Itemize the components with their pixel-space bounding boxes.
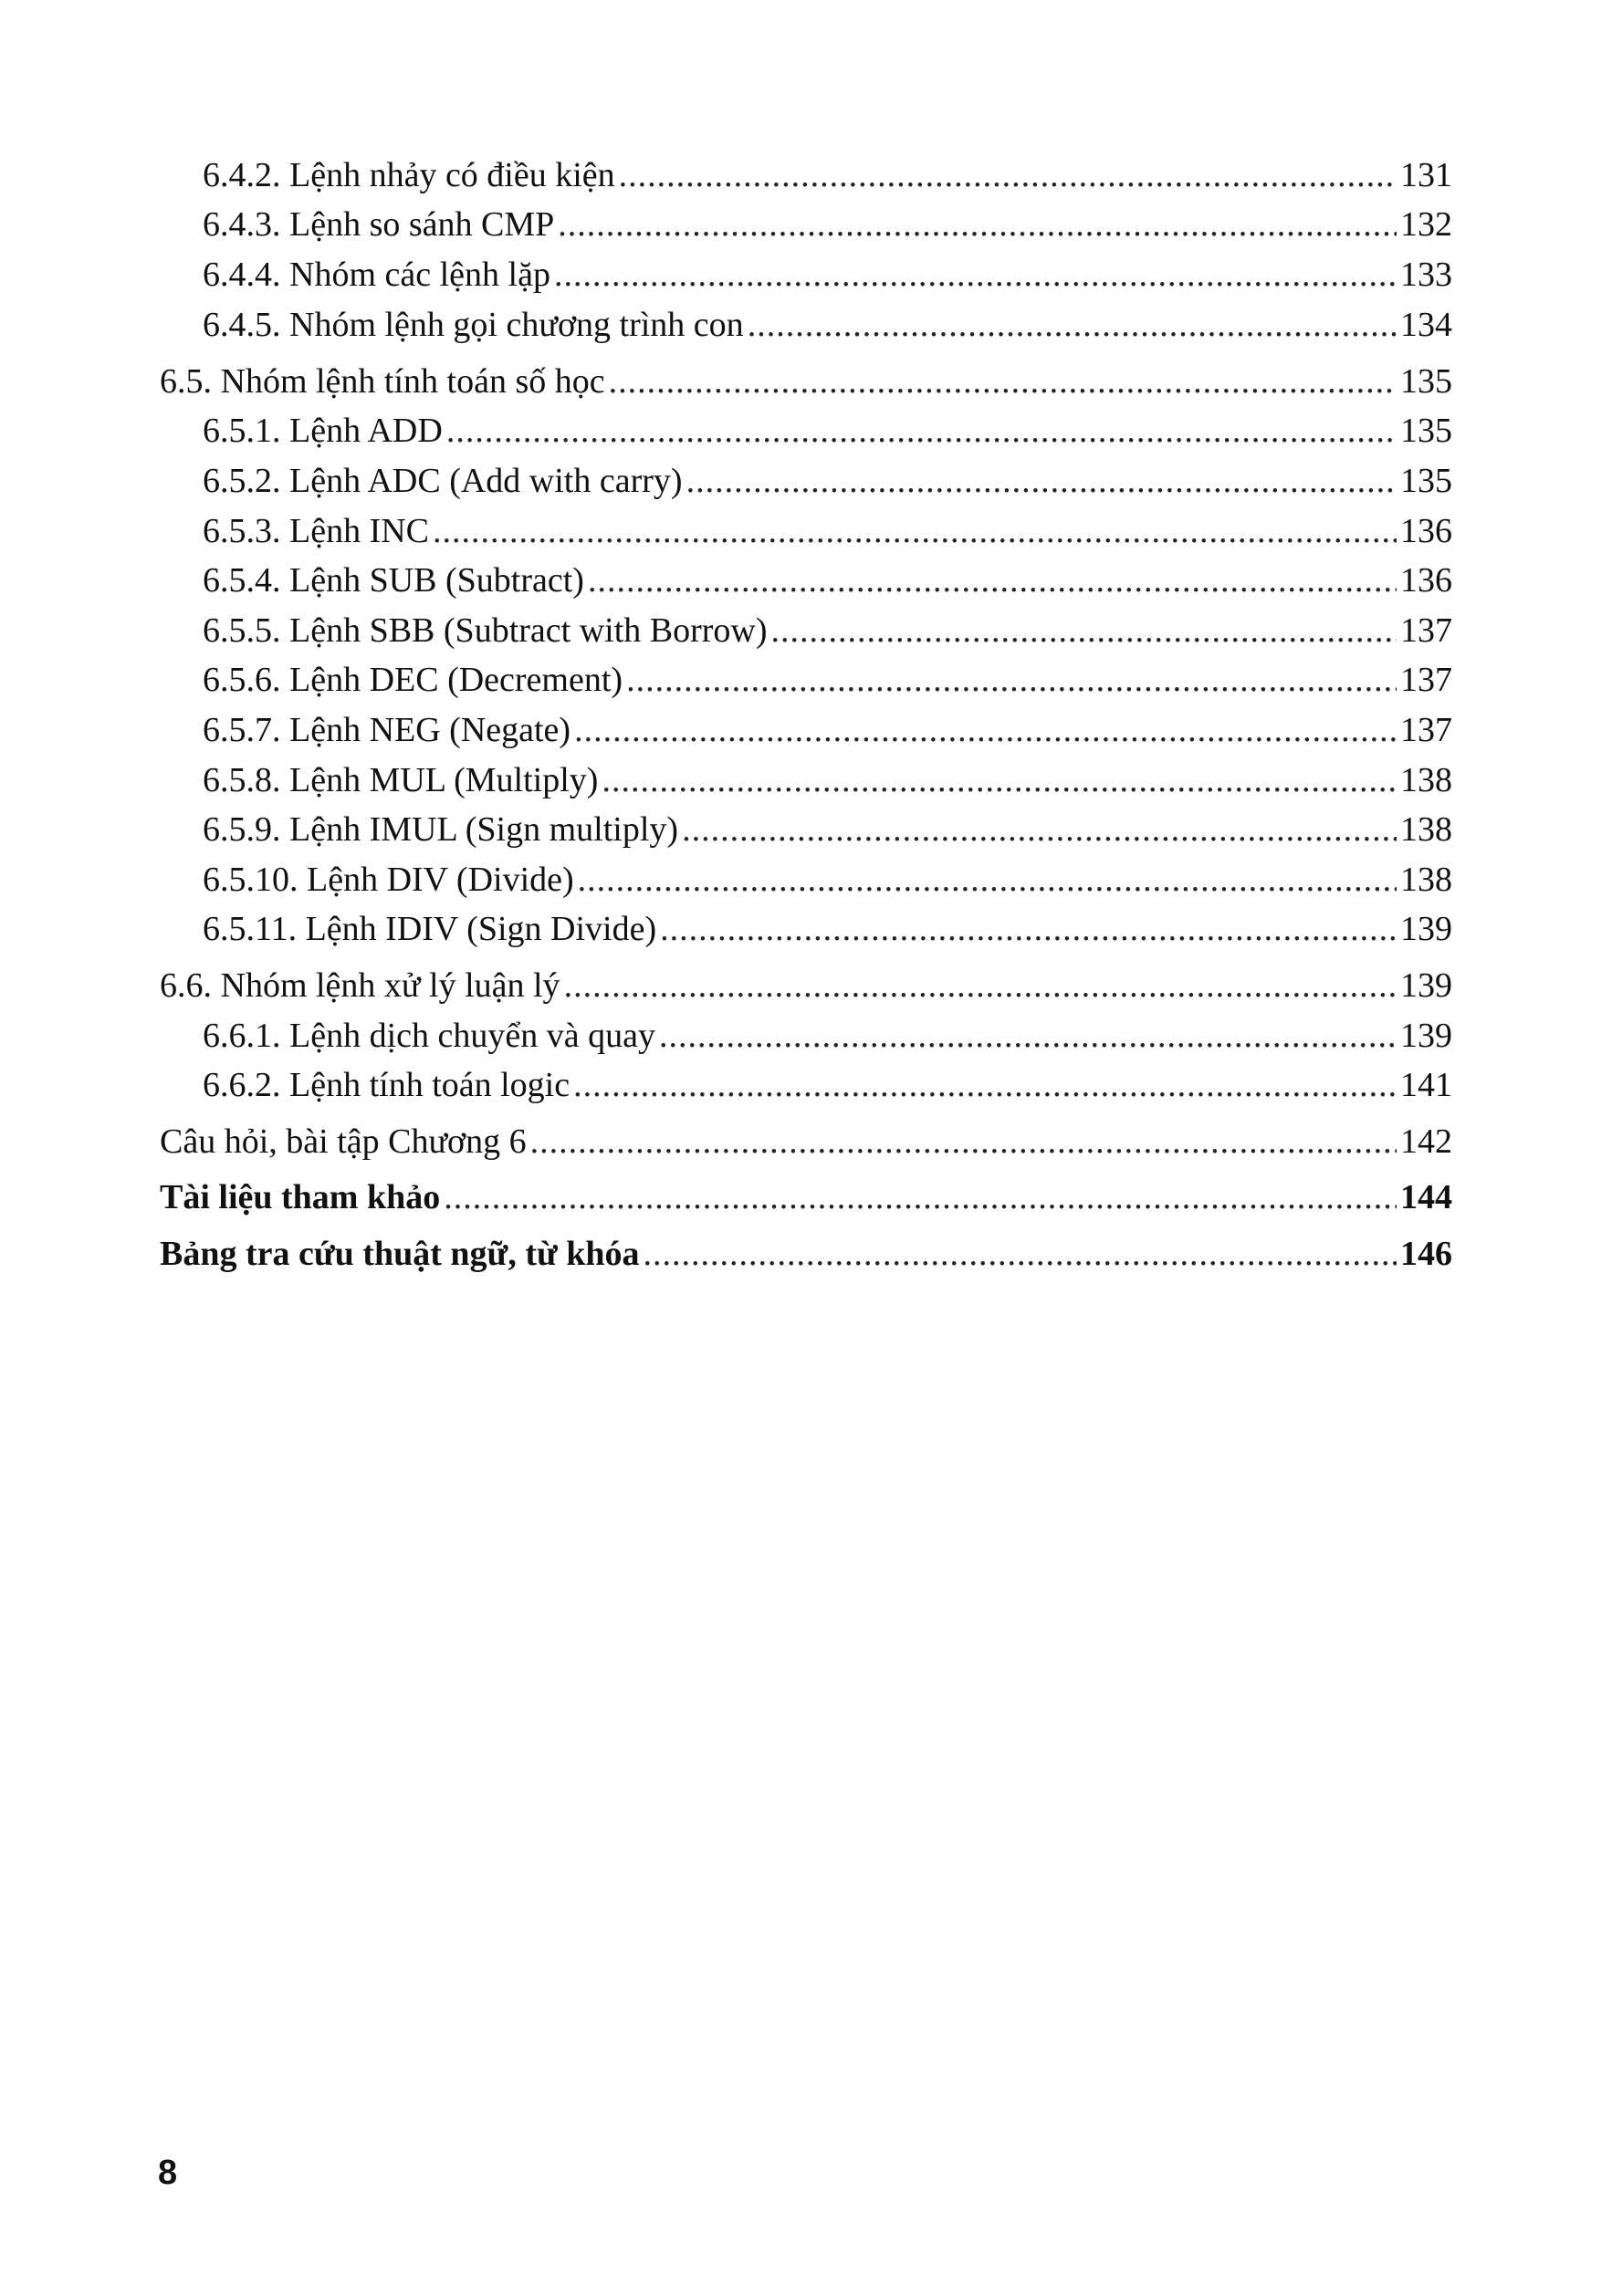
toc-entry-page: 141 xyxy=(1400,1066,1452,1104)
toc-entry-page: 137 xyxy=(1400,611,1452,650)
toc-entry[interactable] xyxy=(203,856,1452,903)
toc-entry[interactable] xyxy=(203,656,1452,704)
toc-entry[interactable] xyxy=(203,507,1452,555)
dot-leader xyxy=(771,607,1397,654)
toc-entry-label: 6.5.5. Lệnh SBB (Subtract with Borrow) xyxy=(203,611,768,650)
dot-leader xyxy=(574,706,1397,754)
toc-entry-label: 6.6.1. Lệnh dịch chuyển và quay xyxy=(203,1017,655,1055)
toc-entry-page: 135 xyxy=(1400,412,1452,450)
toc-entry[interactable] xyxy=(203,607,1452,654)
dot-leader xyxy=(602,757,1397,804)
dot-leader xyxy=(564,962,1397,1009)
toc-entry[interactable] xyxy=(203,151,1452,199)
toc-entry-page: 135 xyxy=(1400,362,1452,401)
toc-entry-label: 6.5.8. Lệnh MUL (Multiply) xyxy=(203,761,599,799)
toc-entry-page: 137 xyxy=(1400,711,1452,749)
toc-entry-label: 6.5.1. Lệnh ADD xyxy=(203,412,443,450)
toc-entry-label: 6.4.5. Nhóm lệnh gọi chương trình con xyxy=(203,306,744,344)
toc-entry-label: 6.5.6. Lệnh DEC (Decrement) xyxy=(203,661,623,699)
toc-entry-label: 6.4.2. Lệnh nhảy có điều kiện xyxy=(203,156,615,194)
toc-entry[interactable] xyxy=(160,1174,1452,1221)
toc-entry-page: 133 xyxy=(1400,256,1452,294)
toc-entry[interactable] xyxy=(203,1061,1452,1109)
toc-entry[interactable] xyxy=(203,757,1452,804)
toc-entry-label: 6.5.7. Lệnh NEG (Negate) xyxy=(203,711,571,749)
toc-entry-label: 6.4.4. Nhóm các lệnh lặp xyxy=(203,256,550,294)
dot-leader xyxy=(682,806,1397,853)
toc-entry[interactable] xyxy=(160,1118,1452,1165)
toc-entry-page: 137 xyxy=(1400,661,1452,699)
toc-entry-label: Bảng tra cứu thuật ngữ, từ khóa xyxy=(160,1235,640,1273)
toc-entry-page: 136 xyxy=(1400,512,1452,550)
dot-leader xyxy=(626,656,1397,704)
toc-entry[interactable] xyxy=(160,358,1452,405)
toc-entry[interactable] xyxy=(203,201,1452,248)
toc-entry-page: 131 xyxy=(1400,156,1452,194)
toc-entry[interactable] xyxy=(203,706,1452,754)
toc-entry-label: 6.5.3. Lệnh INC xyxy=(203,512,430,550)
toc-entry-page: 138 xyxy=(1400,861,1452,899)
toc-entry-label: 6.4.3. Lệnh so sánh CMP xyxy=(203,205,555,244)
toc-entry-label: 6.6.2. Lệnh tính toán logic xyxy=(203,1066,570,1104)
toc-entry[interactable] xyxy=(203,905,1452,953)
toc-entry-page: 138 xyxy=(1400,810,1452,849)
toc-entry-page: 135 xyxy=(1400,462,1452,500)
dot-leader xyxy=(444,1174,1397,1221)
toc-entry-label: 6.5.10. Lệnh DIV (Divide) xyxy=(203,861,574,899)
page-number: 8 xyxy=(158,2154,178,2192)
dot-leader xyxy=(644,1230,1397,1278)
dot-leader xyxy=(686,457,1397,505)
toc-entry[interactable] xyxy=(203,301,1452,349)
toc-entry-page: 139 xyxy=(1400,1017,1452,1055)
dot-leader xyxy=(578,856,1397,903)
toc-entry[interactable] xyxy=(203,806,1452,853)
toc-entry[interactable] xyxy=(160,962,1452,1009)
dot-leader xyxy=(446,407,1397,454)
toc-entry-page: 134 xyxy=(1400,306,1452,344)
dot-leader xyxy=(530,1118,1397,1165)
toc-entry[interactable] xyxy=(203,251,1452,298)
toc-entry-page: 146 xyxy=(1400,1235,1452,1273)
toc-entry[interactable] xyxy=(203,407,1452,454)
toc-entry-label: 6.5.4. Lệnh SUB (Subtract) xyxy=(203,561,584,600)
dot-leader xyxy=(659,1012,1397,1059)
toc-entry[interactable] xyxy=(203,1012,1452,1059)
toc-entry-label: 6.5.9. Lệnh IMUL (Sign multiply) xyxy=(203,810,679,849)
toc-entry-page: 139 xyxy=(1400,966,1452,1005)
toc-entry-label: 6.5.2. Lệnh ADC (Add with carry) xyxy=(203,462,683,500)
toc-entry-page: 132 xyxy=(1400,205,1452,244)
toc-entry-label: 6.6. Nhóm lệnh xử lý luận lý xyxy=(160,966,560,1005)
toc-entry-label: Câu hỏi, bài tập Chương 6 xyxy=(160,1122,527,1161)
toc-entry-page: 136 xyxy=(1400,561,1452,600)
toc-entry-page: 142 xyxy=(1400,1122,1452,1161)
toc-entry-label: Tài liệu tham khảo xyxy=(160,1178,441,1216)
toc-entry-label: 6.5.11. Lệnh IDIV (Sign Divide) xyxy=(203,910,657,948)
dot-leader xyxy=(554,251,1397,298)
toc-entry[interactable] xyxy=(160,1230,1452,1278)
dot-leader xyxy=(433,507,1397,555)
toc-entry[interactable] xyxy=(203,457,1452,505)
dot-leader xyxy=(558,201,1397,248)
dot-leader xyxy=(573,1061,1397,1109)
toc-entry[interactable] xyxy=(203,557,1452,604)
dot-leader xyxy=(588,557,1397,604)
dot-leader xyxy=(609,358,1397,405)
dot-leader xyxy=(619,151,1397,199)
toc-entry-label: 6.5. Nhóm lệnh tính toán số học xyxy=(160,362,605,401)
toc-entry-page: 139 xyxy=(1400,910,1452,948)
toc-entry-page: 144 xyxy=(1400,1178,1452,1216)
dot-leader xyxy=(748,301,1397,349)
dot-leader xyxy=(660,905,1397,953)
toc-entry-page: 138 xyxy=(1400,761,1452,799)
